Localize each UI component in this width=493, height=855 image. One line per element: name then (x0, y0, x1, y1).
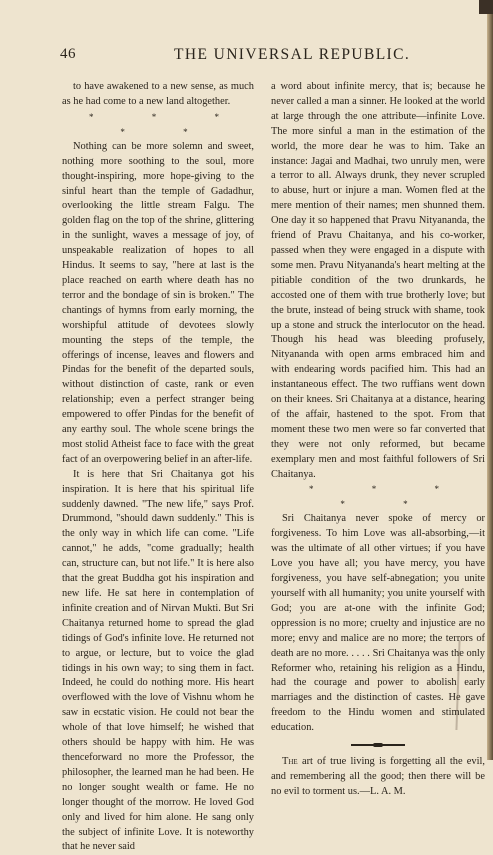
left-paragraph-3: It is here that Sri Chaitanya got his inspiration. It is here that his spiritual life suddenly dawned. "The new life," says Prof. Drummond, "should dawn suddenly." This is the only way in which life can come. "Life cannot," he adds, "come gradually; health can, structure can, but not life." It is here also that the great Buddha got his inspiration and new life. He sat here in contemplation of infinite creation and of Nirvan Mukti. But Sri Chaitanya returned home to spread the glad tidings of God's infinite love. He returned not to argue, or lecture, but to voice the glad tidings in his own way; to sing them in fact. Indeed, he could do nothing more. His heart overflowed with the love of Vishnu whom he saw in ecstatic vision. He could not bear the whole of that love himself; he wished that others should be happy with him. He was thenceforward no more the Professor, the philosopher, the learned man he had been. He no longer sought wealth or fame. He no longer thought of the morrow. He loved God only and lived for him alone. He sang only the subject of infinite Love. It is noteworthy that he never said (62, 468, 254, 853)
left-paragraph-2: Nothing can be more solemn and sweet, nothing more soothing to the soul, more thought-inspiring, more hope-giving to the sinful heart than the temple of Gadadhur, overlooking the little stream Falgu. The golden flag on the top of the shrine, glittering in the sunlight, waves a message of joy, of unspeakable realization of hopes to all Hindus. It seems to say, "here at last is the place reached on earth where death has no terror and the bondage of sin is broken." The chantings of hymns from early morning, the worshipful attitude of devotees slowly mounting the steps of the temple, the offerings of incense, leaves and flowers and Pindas for the benefit of the departed souls, without distinction of caste, rank or even relationship; even a perfect stranger being empowered to offer Pindas for the benefit of any earthy soul. The whole scene brings the most stolid Atheist face to face with the great fact of an overpowering belief in an after-life. (62, 140, 254, 465)
right-column (271, 80, 485, 800)
section-break-stars: * * * * * (89, 111, 247, 137)
right-paragraph-2: Sri Chaitanya never spoke of mercy or forgiveness. To him Love was all-absorbing,—it was the ultimate of all other virtues; if you have Love you have all; you have mercy, you have forgiveness, you have self-abnegation; you unite yourself with all humanity; you unite yourself with God; you are at-one with the infinite God; oppression is no more; cruelty and injustice are no more; envy and malice are no more; the terrors of death are no more. . . . . Sri Chaitanya was the only Reformer who, retaining his religion as a Hindu, had the courage and power to abolish early marriages and the distinction of castes. He gave freedom to the Hindu women and stimulated education. (271, 513, 485, 734)
page-edge-shadow (487, 0, 493, 760)
section-break-stars: * * * * * (309, 484, 467, 510)
quote-lead-word: The (282, 756, 298, 768)
right-paragraph-1: a word about infinite mercy, that is; because he never called a man a sinner. He looked at the world at large through the one attribute—infinite Love. The more sinful a man in the estimation of the world, the more dear he was to him. Take an instance: Jagai and Madhai, two unruly men, were a terror to all. Always drunk, they never scrupled to abuse, hurt or injure a man. Women fled at the mere mention of their names; men shunned them. One day it so happened that Pravu Nityananda, the friend of Pravu Chaitanya, and his co-worker, passed when they were engaged in a dispute with some men. Pravu Nityananda's heart melting at the pitiable condition of the two drunkards, he accosted one of them with true brotherly love; but the brute, instead of being struck with shame, took up a stone and struck the interlocutor on the head. Though his head was bleeding profusely, Nityananda with open arms embraced him and with endearing words pacified him. This had an instantaneous effect. The two ruffians went down on their knees. Sri Chaitanya at a distance, hearing of the affair, hastened to the spot. From that moment these two men were so far converted that they were not only reformed, but became exemplary men and most faithful followers of Sri Chaitanya. (271, 81, 485, 480)
page-header (0, 46, 493, 68)
quote-text: art of true living is forgetting all the evil, and remembering all the good; then there will be no evil to torment us.—L. A. M. (271, 756, 485, 797)
closing-quote (271, 755, 485, 800)
running-title: THE UNIVERSAL REPUBLIC. (174, 46, 411, 63)
page-number: 46 (60, 46, 76, 62)
left-column (62, 80, 254, 855)
divider-rule (351, 744, 405, 746)
page-corner (479, 0, 493, 14)
left-paragraph-1: to have awakened to a new sense, as much as he had come to a new land altogether. (62, 81, 254, 107)
